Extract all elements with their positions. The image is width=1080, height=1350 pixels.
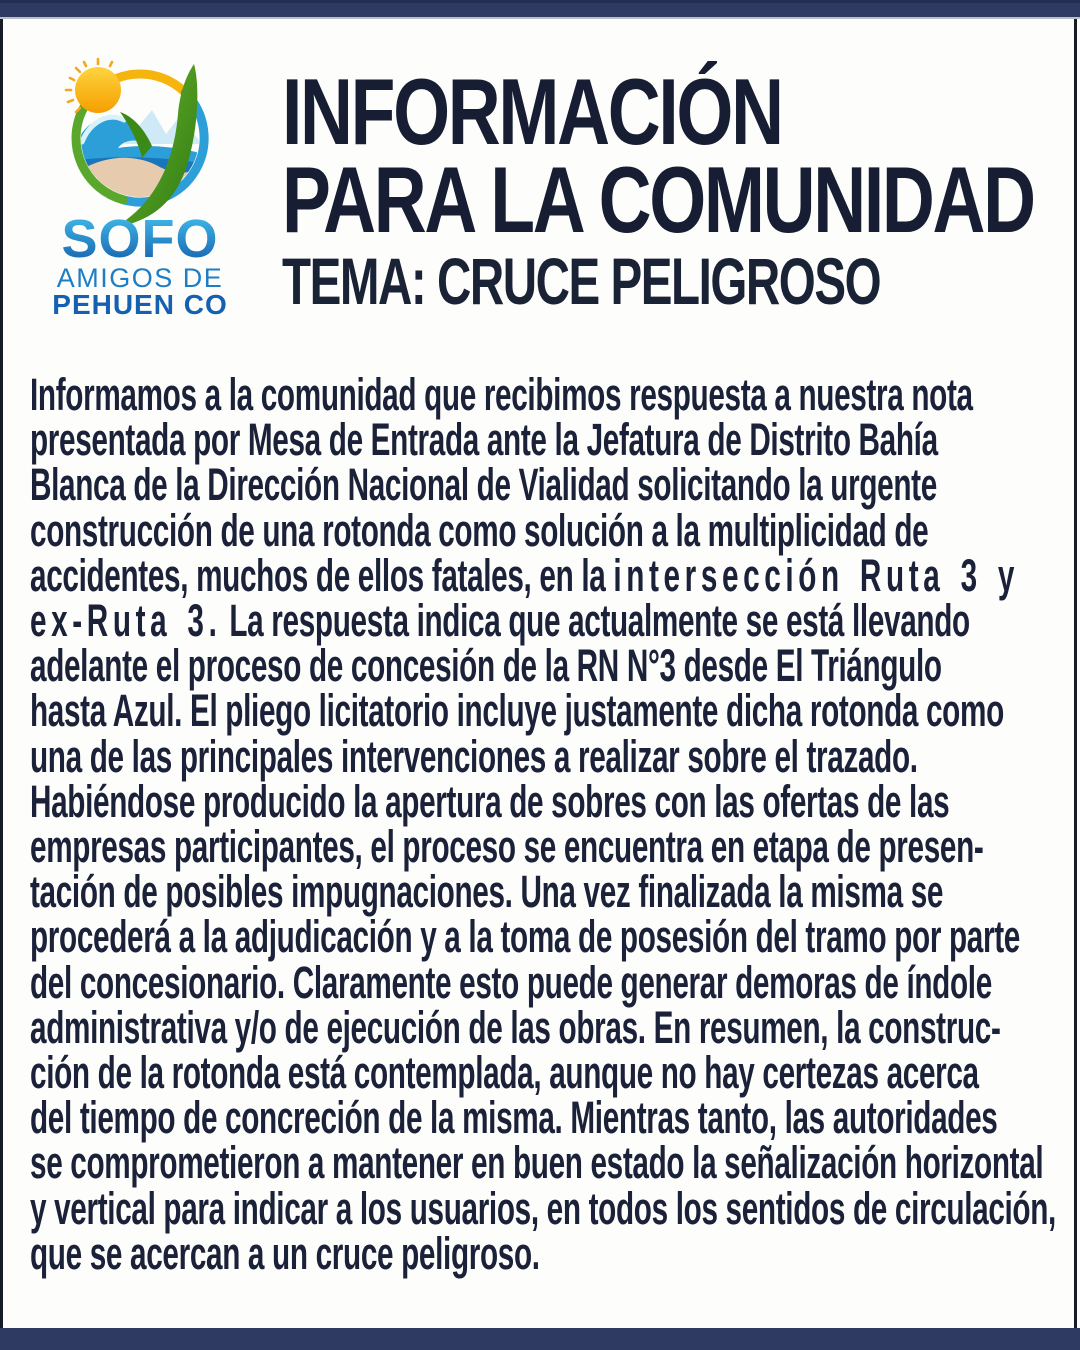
body-line: construcción de una rotonda como solución a la multiplicidad de xyxy=(30,504,929,556)
body-line: empresas participantes, el proceso se encuentra en etapa de presen- xyxy=(30,821,984,873)
logo-tagline-line1: AMIGOS DE xyxy=(56,263,224,293)
body-line: Informamos a la comunidad que recibimos respuesta a nuestra nota xyxy=(30,369,973,420)
body-line: Habiéndose producido la apertura de sobres con las ofertas de las xyxy=(30,775,950,827)
body-line: que se acercan a un cruce peligroso. xyxy=(30,1227,540,1279)
sun-icon xyxy=(66,59,121,113)
body-line: ción de la rotonda está contemplada, aunque no hay certezas acerca xyxy=(30,1047,979,1099)
body-line-segment-emphasis: ex-Ruta 3. xyxy=(30,595,222,647)
body-line: y vertical para indicar a los usuarios, en todos los sentidos de circulación, xyxy=(30,1182,1056,1234)
sofo-logo xyxy=(40,50,240,320)
body-line-segment: La respuesta indica que actualmente se está llevando xyxy=(221,595,970,647)
body-line xyxy=(30,549,1056,601)
body-line: una de las principales intervenciones a realizar sobre el trazado. xyxy=(30,730,918,782)
body-line-segment-emphasis: intersección Ruta 3 y xyxy=(613,549,1020,601)
logo-org-text: SOFO xyxy=(61,209,219,269)
body-line: del tiempo de concreción de la misma. Mientras tanto, las autoridades xyxy=(30,1092,998,1144)
body-line xyxy=(30,595,1056,647)
body-line: del concesionario. Claramente esto puede generar demoras de índole xyxy=(30,956,992,1008)
body-line: Blanca de la Dirección Nacional de Vialidad solicitando la urgente xyxy=(30,459,937,511)
bottom-frame-bar xyxy=(0,1328,1080,1350)
body-line: tación de posibles impugnaciones. Una vez finalizada la misma se xyxy=(30,866,944,918)
topic-title: TEMA: CRUCE PELIGROSO xyxy=(282,244,881,318)
body-line: presentada por Mesa de Entrada ante la Jefatura de Distrito Bahía xyxy=(30,414,938,466)
body-line: procederá a la adjudicación y a la toma de posesión del tramo por parte xyxy=(30,911,1020,963)
body-line-segment: accidentes, muchos de ellos fatales, en la xyxy=(30,549,614,601)
page-title-line1: INFORMACIÓN xyxy=(282,59,782,164)
logo-tagline-line2: PEHUEN CO xyxy=(52,289,228,320)
body-line: se comprometieron a mantener en buen estado la señalización horizontal xyxy=(30,1137,1044,1189)
body-line: administrativa y/o de ejecución de las obras. En resumen, la construc- xyxy=(30,1001,1001,1053)
top-frame-bar xyxy=(0,0,1080,17)
page-title-line2: PARA LA COMUNIDAD xyxy=(282,147,1034,252)
left-frame-edge xyxy=(0,19,3,1328)
body-line: adelante el proceso de concesión de la RN N°3 desde El Triángulo xyxy=(30,640,942,692)
header xyxy=(282,59,1080,318)
body-paragraph xyxy=(30,369,1080,1279)
body-line: hasta Azul. El pliego licitatorio incluye justamente dicha rotonda como xyxy=(30,685,1004,737)
